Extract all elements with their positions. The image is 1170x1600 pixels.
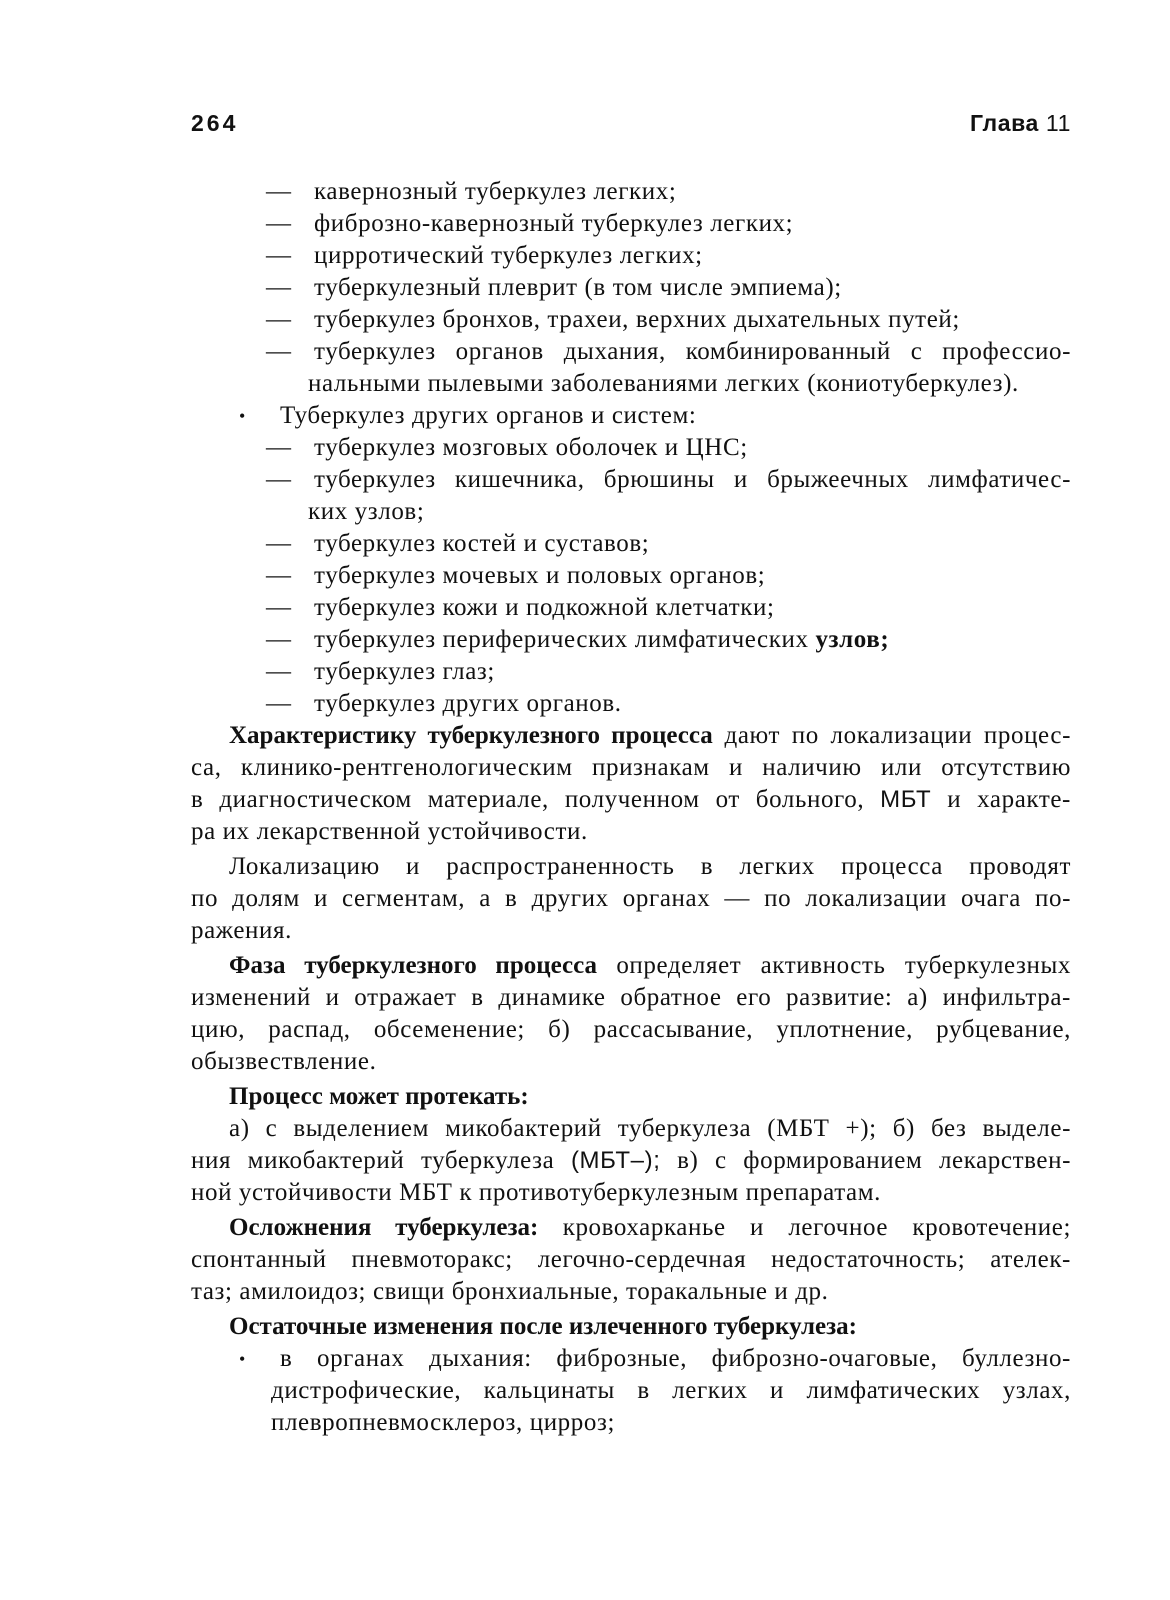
dash-marker: — [266,242,292,269]
paragraph-line [191,784,1071,816]
list-item-text: фиброзно-кавернозный туберкулез легких; [314,210,794,237]
paragraph-line: Локализацию и распространенность в легких процесса проводят [229,853,1071,880]
paragraph-line: ра их лекарственной устойчивости. [191,818,588,845]
dash-marker: — [266,210,292,237]
paragraph-line: изменений и отражает в динамике обратное его развитие: а) инфильтра- [191,984,1071,1011]
section-heading [191,1081,1071,1113]
list-item-text: кавернозный туберкулез легких; [314,178,677,205]
list-item [191,208,1071,240]
page-number: 264 [191,110,239,136]
bullet-text: в органах дыхания: фиброзные, фиброзно-очаговые, буллезно- [280,1345,1071,1372]
list-item [191,464,1071,496]
page-body [191,176,1071,1439]
dash-marker: — [266,466,292,493]
paragraph-line: по долям и сегментам, а в других органах — по локализации очага по- [191,885,1071,912]
mbt-abbrev: (МБТ–); [570,1147,661,1174]
dash-marker: — [266,562,292,589]
paragraph-line: таз; амилоидоз; свищи бронхиальные, торакальные и др. [191,1278,829,1305]
list-item-continuation: нальными пылевыми заболеваниями легких (кониотуберкулез). [308,370,1019,397]
list-item-text: туберкулез мочевых и половых органов; [314,562,766,589]
page-header [191,110,1071,140]
list-item [191,656,1071,688]
paragraph-text: ния микобактерий туберкулеза [191,1147,571,1174]
list-item [191,560,1071,592]
list-item-text: туберкулез других органов. [314,690,622,717]
paragraph-line [191,1145,1071,1177]
chapter-word: Глава [969,110,1039,136]
list-item [191,592,1071,624]
list-item [191,528,1071,560]
dash-marker: — [266,274,292,301]
bullet-text: Туберкулез других органов и систем: [280,402,697,429]
list-item-text: туберкулез мозговых оболочек и ЦНС; [314,434,748,461]
paragraph-line [191,720,1071,752]
paragraph-line: спонтанный пневмоторакс; легочно-сердечная недостаточность; ателек- [191,1246,1071,1273]
paragraph-bold-lead: Осложнения туберкулеза: [229,1214,539,1241]
list-item-text: туберкулезный плеврит (в том числе эмпиема); [314,274,842,301]
list-item-continuation: ких узлов; [308,498,425,525]
list-item [191,272,1071,304]
bullet-marker: • [239,406,246,426]
list-item [191,688,1071,720]
chapter-label [970,110,1071,137]
list-item-text: туберкулез глаз; [314,658,495,685]
paragraph-line: ражения. [191,917,292,944]
list-item-text: цирротический туберкулез легких; [314,242,703,269]
dash-marker: — [266,434,292,461]
dash-marker: — [266,690,292,717]
list-item-text: туберкулез кишечника, брюшины и брыжеечных лимфатичес- [314,466,1071,493]
list-item [191,336,1071,368]
section-heading [191,1311,1071,1343]
paragraph-line: обызвествление. [191,1048,377,1075]
dash-marker: — [266,594,292,621]
chapter-number: 11 [1045,110,1071,136]
list-item [191,176,1071,208]
paragraph-text: определяет активность туберкулезных [597,952,1071,979]
dash-marker: — [266,626,292,653]
bullet-marker: • [239,1349,246,1369]
paragraph-bold-lead: Фаза туберкулезного процесса [229,952,598,979]
paragraph-line: цию, распад, обсеменение; б) рассасывание, уплотнение, рубцевание, [191,1016,1071,1043]
paragraph-text: в диагностическом материале, полученном от больного, [191,786,881,813]
paragraph-line: ной устойчивости МБТ к противотуберкулезным препаратам. [191,1179,882,1206]
dash-marker: — [266,530,292,557]
list-item-text: туберкулез кожи и подкожной клетчатки; [314,594,775,621]
paragraph-line: а) с выделением микобактерий туберкулеза (МБТ +); б) без выделе- [229,1115,1071,1142]
paragraph-text: и характе- [931,786,1071,813]
list-item-text: туберкулез бронхов, трахеи, верхних дыхательных путей; [314,306,960,333]
paragraph-line [191,1212,1071,1244]
mbt-abbrev: МБТ [880,786,932,813]
paragraph-line [191,950,1071,982]
section-heading-text: Процесс может протекать: [229,1083,529,1110]
list-item-bold-text: узлов; [815,626,890,653]
paragraph-line: са, клинико-рентгенологическим признакам и наличию или отсутствию [191,754,1071,781]
list-item [191,304,1071,336]
paragraph-text: дают по локализации процес- [712,722,1071,749]
list-item [191,240,1071,272]
dash-marker: — [266,658,292,685]
dash-marker: — [266,306,292,333]
list-item [191,432,1071,464]
paragraph-text: кровохарканье и легочное кровотечение; [538,1214,1072,1241]
list-item-text: туберкулез костей и суставов; [314,530,650,557]
list-item [191,624,1071,656]
list-item-text: туберкулез периферических лимфатических [314,626,816,653]
paragraph-bold-lead: Характеристику туберкулезного процесса [229,722,713,749]
bullet-continuation: плевропневмосклероз, цирроз; [271,1409,615,1436]
bullet-item [191,1343,1071,1375]
bullet-item [191,400,1071,432]
bullet-continuation: дистрофические, кальцинаты в легких и лимфатических узлах, [271,1377,1071,1404]
dash-marker: — [266,178,292,205]
dash-marker: — [266,338,292,365]
section-heading-text: Остаточные изменения после излеченного туберкулеза: [229,1313,857,1340]
paragraph-text: в) с формированием лекарствен- [660,1147,1071,1174]
list-item-text: туберкулез органов дыхания, комбинированный с профессио- [314,338,1071,365]
